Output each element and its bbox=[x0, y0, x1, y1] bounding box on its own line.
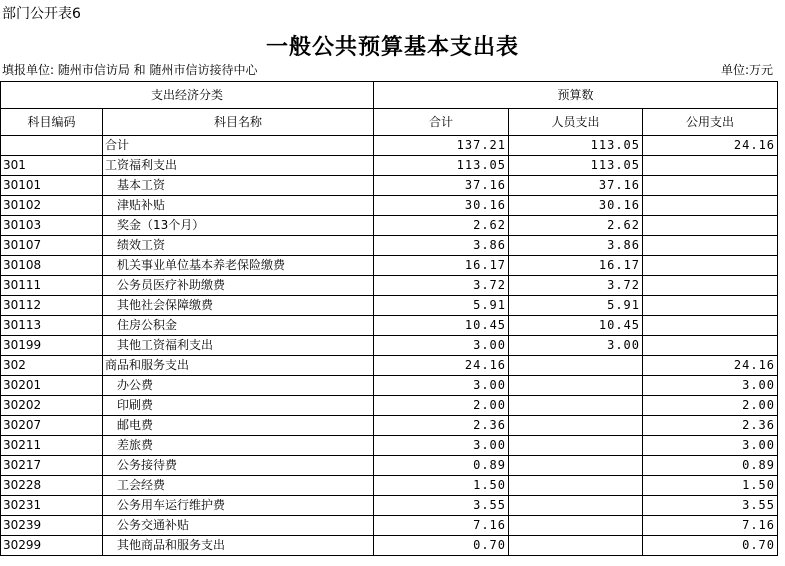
cell-public: 24.16 bbox=[643, 356, 778, 376]
cell-name: 公务交通补贴 bbox=[103, 516, 374, 536]
cell-code: 302 bbox=[1, 356, 103, 376]
cell-total: 0.89 bbox=[374, 456, 509, 476]
cell-personnel bbox=[509, 456, 643, 476]
cell-public bbox=[643, 176, 778, 196]
cell-personnel: 113.05 bbox=[509, 136, 643, 156]
cell-code: 30299 bbox=[1, 536, 103, 556]
cell-name: 邮电费 bbox=[103, 416, 374, 436]
cell-public bbox=[643, 316, 778, 336]
cell-public bbox=[643, 296, 778, 316]
cell-personnel bbox=[509, 396, 643, 416]
cell-public: 3.00 bbox=[643, 376, 778, 396]
cell-name: 公务接待费 bbox=[103, 456, 374, 476]
table-row bbox=[1, 396, 778, 416]
table-row bbox=[1, 136, 778, 156]
cell-total: 3.00 bbox=[374, 336, 509, 356]
table-row bbox=[1, 156, 778, 176]
table-row bbox=[1, 196, 778, 216]
table-row bbox=[1, 256, 778, 276]
cell-total: 113.05 bbox=[374, 156, 509, 176]
cell-code: 30113 bbox=[1, 316, 103, 336]
cell-name: 绩效工资 bbox=[103, 236, 374, 256]
cell-code: 30207 bbox=[1, 416, 103, 436]
cell-public: 3.00 bbox=[643, 436, 778, 456]
unit-label: 单位:万元 bbox=[720, 63, 773, 77]
cell-total: 3.72 bbox=[374, 276, 509, 296]
cell-personnel bbox=[509, 436, 643, 456]
cell-code: 30231 bbox=[1, 496, 103, 516]
table-row bbox=[1, 416, 778, 436]
cell-public bbox=[643, 196, 778, 216]
header-total: 合计 bbox=[374, 109, 509, 136]
cell-total: 2.00 bbox=[374, 396, 509, 416]
cell-total: 0.70 bbox=[374, 536, 509, 556]
cell-name: 津贴补贴 bbox=[103, 196, 374, 216]
cell-personnel bbox=[509, 496, 643, 516]
cell-code bbox=[1, 136, 103, 156]
cell-personnel bbox=[509, 536, 643, 556]
cell-total: 2.62 bbox=[374, 216, 509, 236]
cell-code: 30239 bbox=[1, 516, 103, 536]
cell-personnel: 5.91 bbox=[509, 296, 643, 316]
table-row bbox=[1, 516, 778, 536]
page-title: 一般公共预算基本支出表 bbox=[265, 34, 519, 60]
cell-code: 30103 bbox=[1, 216, 103, 236]
cell-total: 5.91 bbox=[374, 296, 509, 316]
cell-code: 30199 bbox=[1, 336, 103, 356]
cell-name: 商品和服务支出 bbox=[103, 356, 374, 376]
cell-public: 7.16 bbox=[643, 516, 778, 536]
table-row bbox=[1, 216, 778, 236]
cell-code: 30211 bbox=[1, 436, 103, 456]
cell-code: 30111 bbox=[1, 276, 103, 296]
cell-public: 0.70 bbox=[643, 536, 778, 556]
cell-name: 住房公积金 bbox=[103, 316, 374, 336]
table-row bbox=[1, 536, 778, 556]
cell-name: 奖金（13个月） bbox=[103, 216, 374, 236]
reporting-unit: 填报单位: 随州市信访局 和 随州市信访接待中心 bbox=[2, 63, 258, 77]
cell-personnel: 30.16 bbox=[509, 196, 643, 216]
cell-name: 公务用车运行维护费 bbox=[103, 496, 374, 516]
table-row bbox=[1, 476, 778, 496]
cell-public bbox=[643, 336, 778, 356]
cell-personnel: 3.72 bbox=[509, 276, 643, 296]
header-budget: 预算数 bbox=[374, 82, 778, 109]
cell-total: 1.50 bbox=[374, 476, 509, 496]
header-econ-class: 支出经济分类 bbox=[1, 82, 374, 109]
cell-public bbox=[643, 216, 778, 236]
cell-name: 办公费 bbox=[103, 376, 374, 396]
table-body bbox=[1, 136, 778, 556]
table-row bbox=[1, 276, 778, 296]
cell-personnel: 10.45 bbox=[509, 316, 643, 336]
table-row bbox=[1, 436, 778, 456]
cell-code: 301 bbox=[1, 156, 103, 176]
cell-code: 30217 bbox=[1, 456, 103, 476]
cell-personnel bbox=[509, 516, 643, 536]
cell-personnel: 37.16 bbox=[509, 176, 643, 196]
cell-public: 0.89 bbox=[643, 456, 778, 476]
table-row bbox=[1, 236, 778, 256]
cell-total: 37.16 bbox=[374, 176, 509, 196]
cell-public bbox=[643, 236, 778, 256]
cell-total: 24.16 bbox=[374, 356, 509, 376]
cell-code: 30101 bbox=[1, 176, 103, 196]
cell-personnel: 3.00 bbox=[509, 336, 643, 356]
cell-total: 3.86 bbox=[374, 236, 509, 256]
table-row bbox=[1, 316, 778, 336]
cell-code: 30102 bbox=[1, 196, 103, 216]
cell-personnel bbox=[509, 356, 643, 376]
cell-personnel bbox=[509, 376, 643, 396]
cell-total: 3.00 bbox=[374, 436, 509, 456]
cell-total: 3.00 bbox=[374, 376, 509, 396]
cell-name: 差旅费 bbox=[103, 436, 374, 456]
cell-name: 公务员医疗补助缴费 bbox=[103, 276, 374, 296]
cell-code: 30112 bbox=[1, 296, 103, 316]
cell-name: 印刷费 bbox=[103, 396, 374, 416]
table-row bbox=[1, 336, 778, 356]
cell-code: 30201 bbox=[1, 376, 103, 396]
table-row bbox=[1, 356, 778, 376]
header-code: 科目编码 bbox=[1, 109, 103, 136]
cell-public: 24.16 bbox=[643, 136, 778, 156]
table-row bbox=[1, 376, 778, 396]
cell-name: 机关事业单位基本养老保险缴费 bbox=[103, 256, 374, 276]
cell-code: 30108 bbox=[1, 256, 103, 276]
cell-personnel bbox=[509, 476, 643, 496]
cell-public bbox=[643, 276, 778, 296]
header-name: 科目名称 bbox=[103, 109, 374, 136]
cell-total: 137.21 bbox=[374, 136, 509, 156]
cell-personnel: 3.86 bbox=[509, 236, 643, 256]
table-row bbox=[1, 296, 778, 316]
cell-code: 30228 bbox=[1, 476, 103, 496]
cell-total: 3.55 bbox=[374, 496, 509, 516]
cell-personnel: 113.05 bbox=[509, 156, 643, 176]
cell-total: 10.45 bbox=[374, 316, 509, 336]
cell-name: 基本工资 bbox=[103, 176, 374, 196]
table-row bbox=[1, 176, 778, 196]
cell-name: 其他工资福利支出 bbox=[103, 336, 374, 356]
cell-name: 其他商品和服务支出 bbox=[103, 536, 374, 556]
budget-table bbox=[0, 81, 778, 556]
cell-code: 30202 bbox=[1, 396, 103, 416]
cell-name: 合计 bbox=[103, 136, 374, 156]
cell-total: 7.16 bbox=[374, 516, 509, 536]
cell-name: 工资福利支出 bbox=[103, 156, 374, 176]
cell-code: 30107 bbox=[1, 236, 103, 256]
cell-public: 2.36 bbox=[643, 416, 778, 436]
cell-public bbox=[643, 256, 778, 276]
table-row bbox=[1, 456, 778, 476]
cell-public: 3.55 bbox=[643, 496, 778, 516]
cell-personnel: 16.17 bbox=[509, 256, 643, 276]
table-row bbox=[1, 496, 778, 516]
cell-public bbox=[643, 156, 778, 176]
cell-public: 2.00 bbox=[643, 396, 778, 416]
cell-public: 1.50 bbox=[643, 476, 778, 496]
cell-total: 16.17 bbox=[374, 256, 509, 276]
cell-total: 2.36 bbox=[374, 416, 509, 436]
document-label: 部门公开表6 bbox=[2, 6, 81, 22]
header-personnel: 人员支出 bbox=[509, 109, 643, 136]
cell-personnel bbox=[509, 416, 643, 436]
cell-total: 30.16 bbox=[374, 196, 509, 216]
cell-name: 其他社会保障缴费 bbox=[103, 296, 374, 316]
cell-personnel: 2.62 bbox=[509, 216, 643, 236]
header-public: 公用支出 bbox=[643, 109, 778, 136]
cell-name: 工会经费 bbox=[103, 476, 374, 496]
